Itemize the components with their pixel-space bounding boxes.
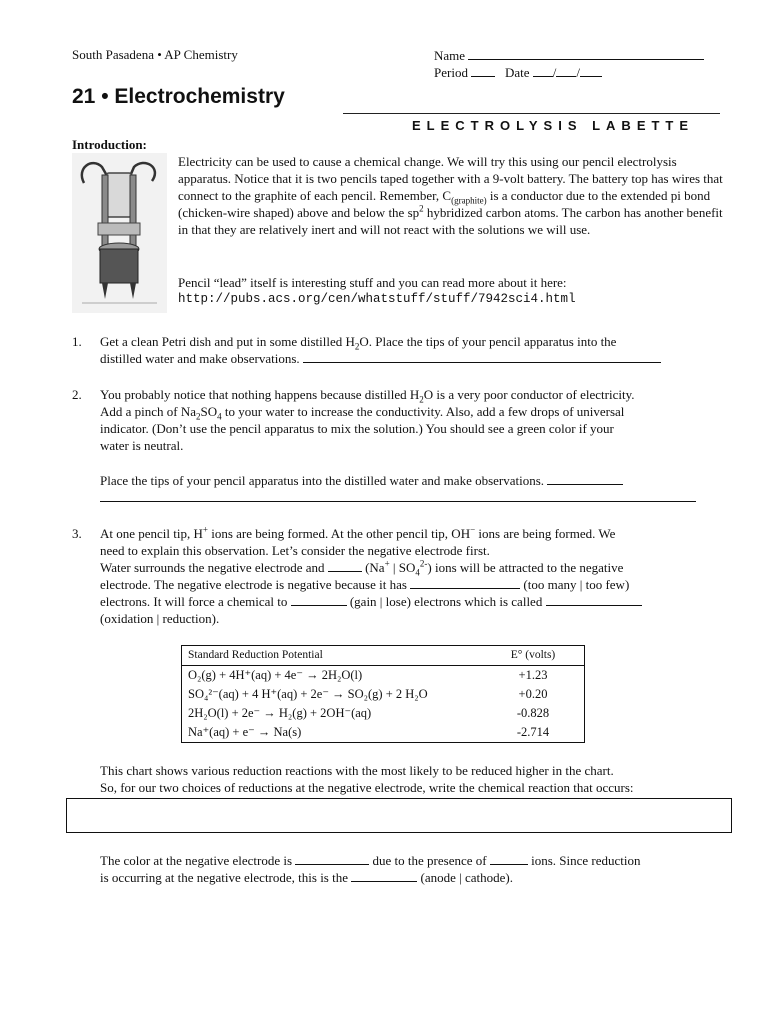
after-table-l2: So, for our two choices of reductions at the negative electrode, write the chemical reaction that occurs: xyxy=(100,780,634,795)
intro-p1-text-c: hybridized carbon atoms. The carbon has another benefit in that they are relatively inert and will not react with the solutions we will use. xyxy=(178,205,723,237)
period-label: Period xyxy=(434,65,468,80)
q3-l1-sup1: + xyxy=(202,524,208,535)
after-table-l1: This chart shows various reduction reactions with the most likely to be reduced higher in the chart. xyxy=(100,763,614,778)
q2-l1-b: O is a very poor conductor of electricity. xyxy=(423,387,635,402)
intro-paragraph-1 xyxy=(178,153,723,238)
final-l1-a: The color at the negative electrode is xyxy=(100,853,293,868)
pencil-apparatus-illustration xyxy=(72,153,167,313)
q3-electron-count-field[interactable] xyxy=(410,576,520,589)
q1-text-c: distilled water and make observations. xyxy=(100,351,300,366)
q2-l2-b: SO xyxy=(200,404,218,419)
intro-p1-text-a: Electricity can be used to cause a chemical change. We will try this using our pencil electrolysis apparatus. Notice that it is two pencils taped together with a 9-volt battery. The battery top has wires that connect to the graphite of each pencil. Remember, C xyxy=(178,154,723,203)
reference-url[interactable]: http://pubs.acs.org/cen/whatstuff/stuff/7942sci4.html xyxy=(178,292,576,306)
intro-p1-sup: 2 xyxy=(419,203,424,214)
q2-number: 2. xyxy=(72,387,82,402)
q3-process-field[interactable] xyxy=(546,593,642,606)
color-field[interactable] xyxy=(295,852,369,865)
q3-l4-a: electrode. The negative electrode is negative because it has xyxy=(100,577,407,592)
page-title: 21 • Electrochemistry xyxy=(72,85,285,108)
srp-row xyxy=(182,666,585,686)
q3-l1-c: ions are being formed. We xyxy=(475,526,616,541)
srp-equation: 2H₂O(l) + 2e⁻ → H₂(g) + 2OH⁻(aq) xyxy=(188,706,372,720)
school-course-label: South Pasadena • AP Chemistry xyxy=(72,47,238,62)
after-table-text xyxy=(100,762,730,796)
q2-l2-a: Add a pinch of Na xyxy=(100,404,197,419)
final-l1-c: ions. Since reduction xyxy=(527,853,641,868)
q3-number: 3. xyxy=(72,526,82,541)
final-l2-b: (anode | cathode). xyxy=(417,870,513,885)
reduction-potential-table xyxy=(181,645,585,743)
ion-field[interactable] xyxy=(490,852,528,865)
q3-l1-b: ions are being formed. At the other pencil tip, OH xyxy=(207,526,471,541)
q2-l1-sub: 2 xyxy=(419,394,424,405)
q1-text xyxy=(100,333,725,367)
q1-observation-field[interactable] xyxy=(303,350,661,363)
q3-l3-a: Water surrounds the negative electrode and xyxy=(100,560,325,575)
q2-observation xyxy=(100,472,725,506)
srp-potential: -2.714 xyxy=(516,725,550,739)
srp-body xyxy=(182,666,585,743)
pencil-apparatus-photo xyxy=(72,153,167,313)
q3-l5-b: (gain | lose) electrons which is called xyxy=(346,594,543,609)
srp-potential: -0.828 xyxy=(516,706,550,720)
title-rule xyxy=(343,113,720,114)
q3-l3-b: (Na xyxy=(361,560,385,575)
srp-row xyxy=(182,704,585,723)
q2-l3: indicator. (Don’t use the pencil apparatus to mix the solution.) You should see a green color if your xyxy=(100,421,614,436)
srp-equation: Na⁺(aq) + e⁻ → Na(s) xyxy=(188,725,302,739)
q2-observation-field-2[interactable] xyxy=(100,489,696,502)
q3-l1-a: At one pencil tip, H xyxy=(100,526,203,541)
final-l2-a: is occurring at the negative electrode, this is the xyxy=(100,870,348,885)
q1-number: 1. xyxy=(72,334,82,349)
q1-sub: 2 xyxy=(354,341,360,352)
srp-row xyxy=(182,685,585,704)
reaction-answer-box[interactable] xyxy=(66,798,732,833)
q3-l4-b: (too many | too few) xyxy=(520,577,630,592)
lab-subtitle: ELECTROLYSIS LABETTE xyxy=(412,118,695,133)
srp-potential: +0.20 xyxy=(518,687,548,701)
q3-l6: (oxidation | reduction). xyxy=(100,611,220,626)
q3-l3-sup2: 2- xyxy=(419,558,428,569)
srp-header-left: Standard Reduction Potential xyxy=(188,649,323,661)
date-sep-2: / xyxy=(576,65,580,80)
q2-text xyxy=(100,386,725,454)
q3-l2: need to explain this observation. Let’s consider the negative electrode first. xyxy=(100,543,490,558)
q2-l5: Place the tips of your pencil apparatus into the distilled water and make observations. xyxy=(100,473,545,488)
intro-p1-text-b: is a conductor due to the extended pi bond (chicken-wire shaped) above and below the sp xyxy=(178,188,711,220)
date-month-field[interactable] xyxy=(533,64,553,77)
srp-header-row xyxy=(182,646,585,666)
intro-p1-sub: (graphite) xyxy=(451,195,487,206)
srp-potential: +1.23 xyxy=(518,668,548,682)
q3-l1-sup2: − xyxy=(470,524,476,535)
q3-l3-d: ) ions will be attracted to the negative xyxy=(427,560,624,575)
srp-header-right: E° (volts) xyxy=(510,649,556,661)
q3-l5-a: electrons. It will force a chemical to xyxy=(100,594,288,609)
intro-paragraph-2: Pencil “lead” itself is interesting stuff and you can read more about it here: xyxy=(178,275,567,290)
q2-l2-sub2: 4 xyxy=(217,411,222,422)
intro-heading: Introduction: xyxy=(72,137,147,152)
q2-l2-c: to your water to increase the conductivity. Also, add a few drops of universal xyxy=(221,404,625,419)
date-label: Date xyxy=(504,65,530,80)
q3-text xyxy=(100,525,725,627)
srp-table xyxy=(181,645,585,743)
date-sep-1: / xyxy=(552,65,557,80)
srp-row xyxy=(182,723,585,743)
period-date-line xyxy=(434,64,602,81)
q3-gain-lose-field[interactable] xyxy=(291,593,347,606)
q3-ion-field[interactable] xyxy=(328,559,362,572)
srp-equation: SO₄²⁻(aq) + 4 H⁺(aq) + 2e⁻ → SO₂(g) + 2 H₂O xyxy=(188,687,428,701)
q2-l1-a: You probably notice that nothing happens because distilled H xyxy=(100,387,420,402)
name-line xyxy=(434,47,704,64)
name-label: Name xyxy=(434,48,466,63)
q3-l3-sup1: + xyxy=(384,558,390,569)
q1-text-b: O. Place the tips of your pencil apparatus into the xyxy=(359,334,617,349)
q2-l4: water is neutral. xyxy=(100,438,184,453)
name-field[interactable] xyxy=(468,47,704,60)
q2-l2-sub1: 2 xyxy=(196,411,201,422)
q3-l3-c: | SO xyxy=(389,560,416,575)
final-text xyxy=(100,852,730,886)
period-field[interactable] xyxy=(471,64,495,77)
final-l1-b: due to the presence of xyxy=(369,853,487,868)
q2-observation-field-1[interactable] xyxy=(547,472,623,485)
electrode-name-field[interactable] xyxy=(351,869,417,882)
q3-l3-sub: 4 xyxy=(415,567,420,578)
q1-text-a: Get a clean Petri dish and put in some distilled H xyxy=(100,334,355,349)
date-day-field[interactable] xyxy=(556,64,576,77)
srp-equation: O₂(g) + 4H⁺(aq) + 4e⁻ → 2H₂O(l) xyxy=(188,668,363,682)
date-year-field[interactable] xyxy=(580,64,602,77)
